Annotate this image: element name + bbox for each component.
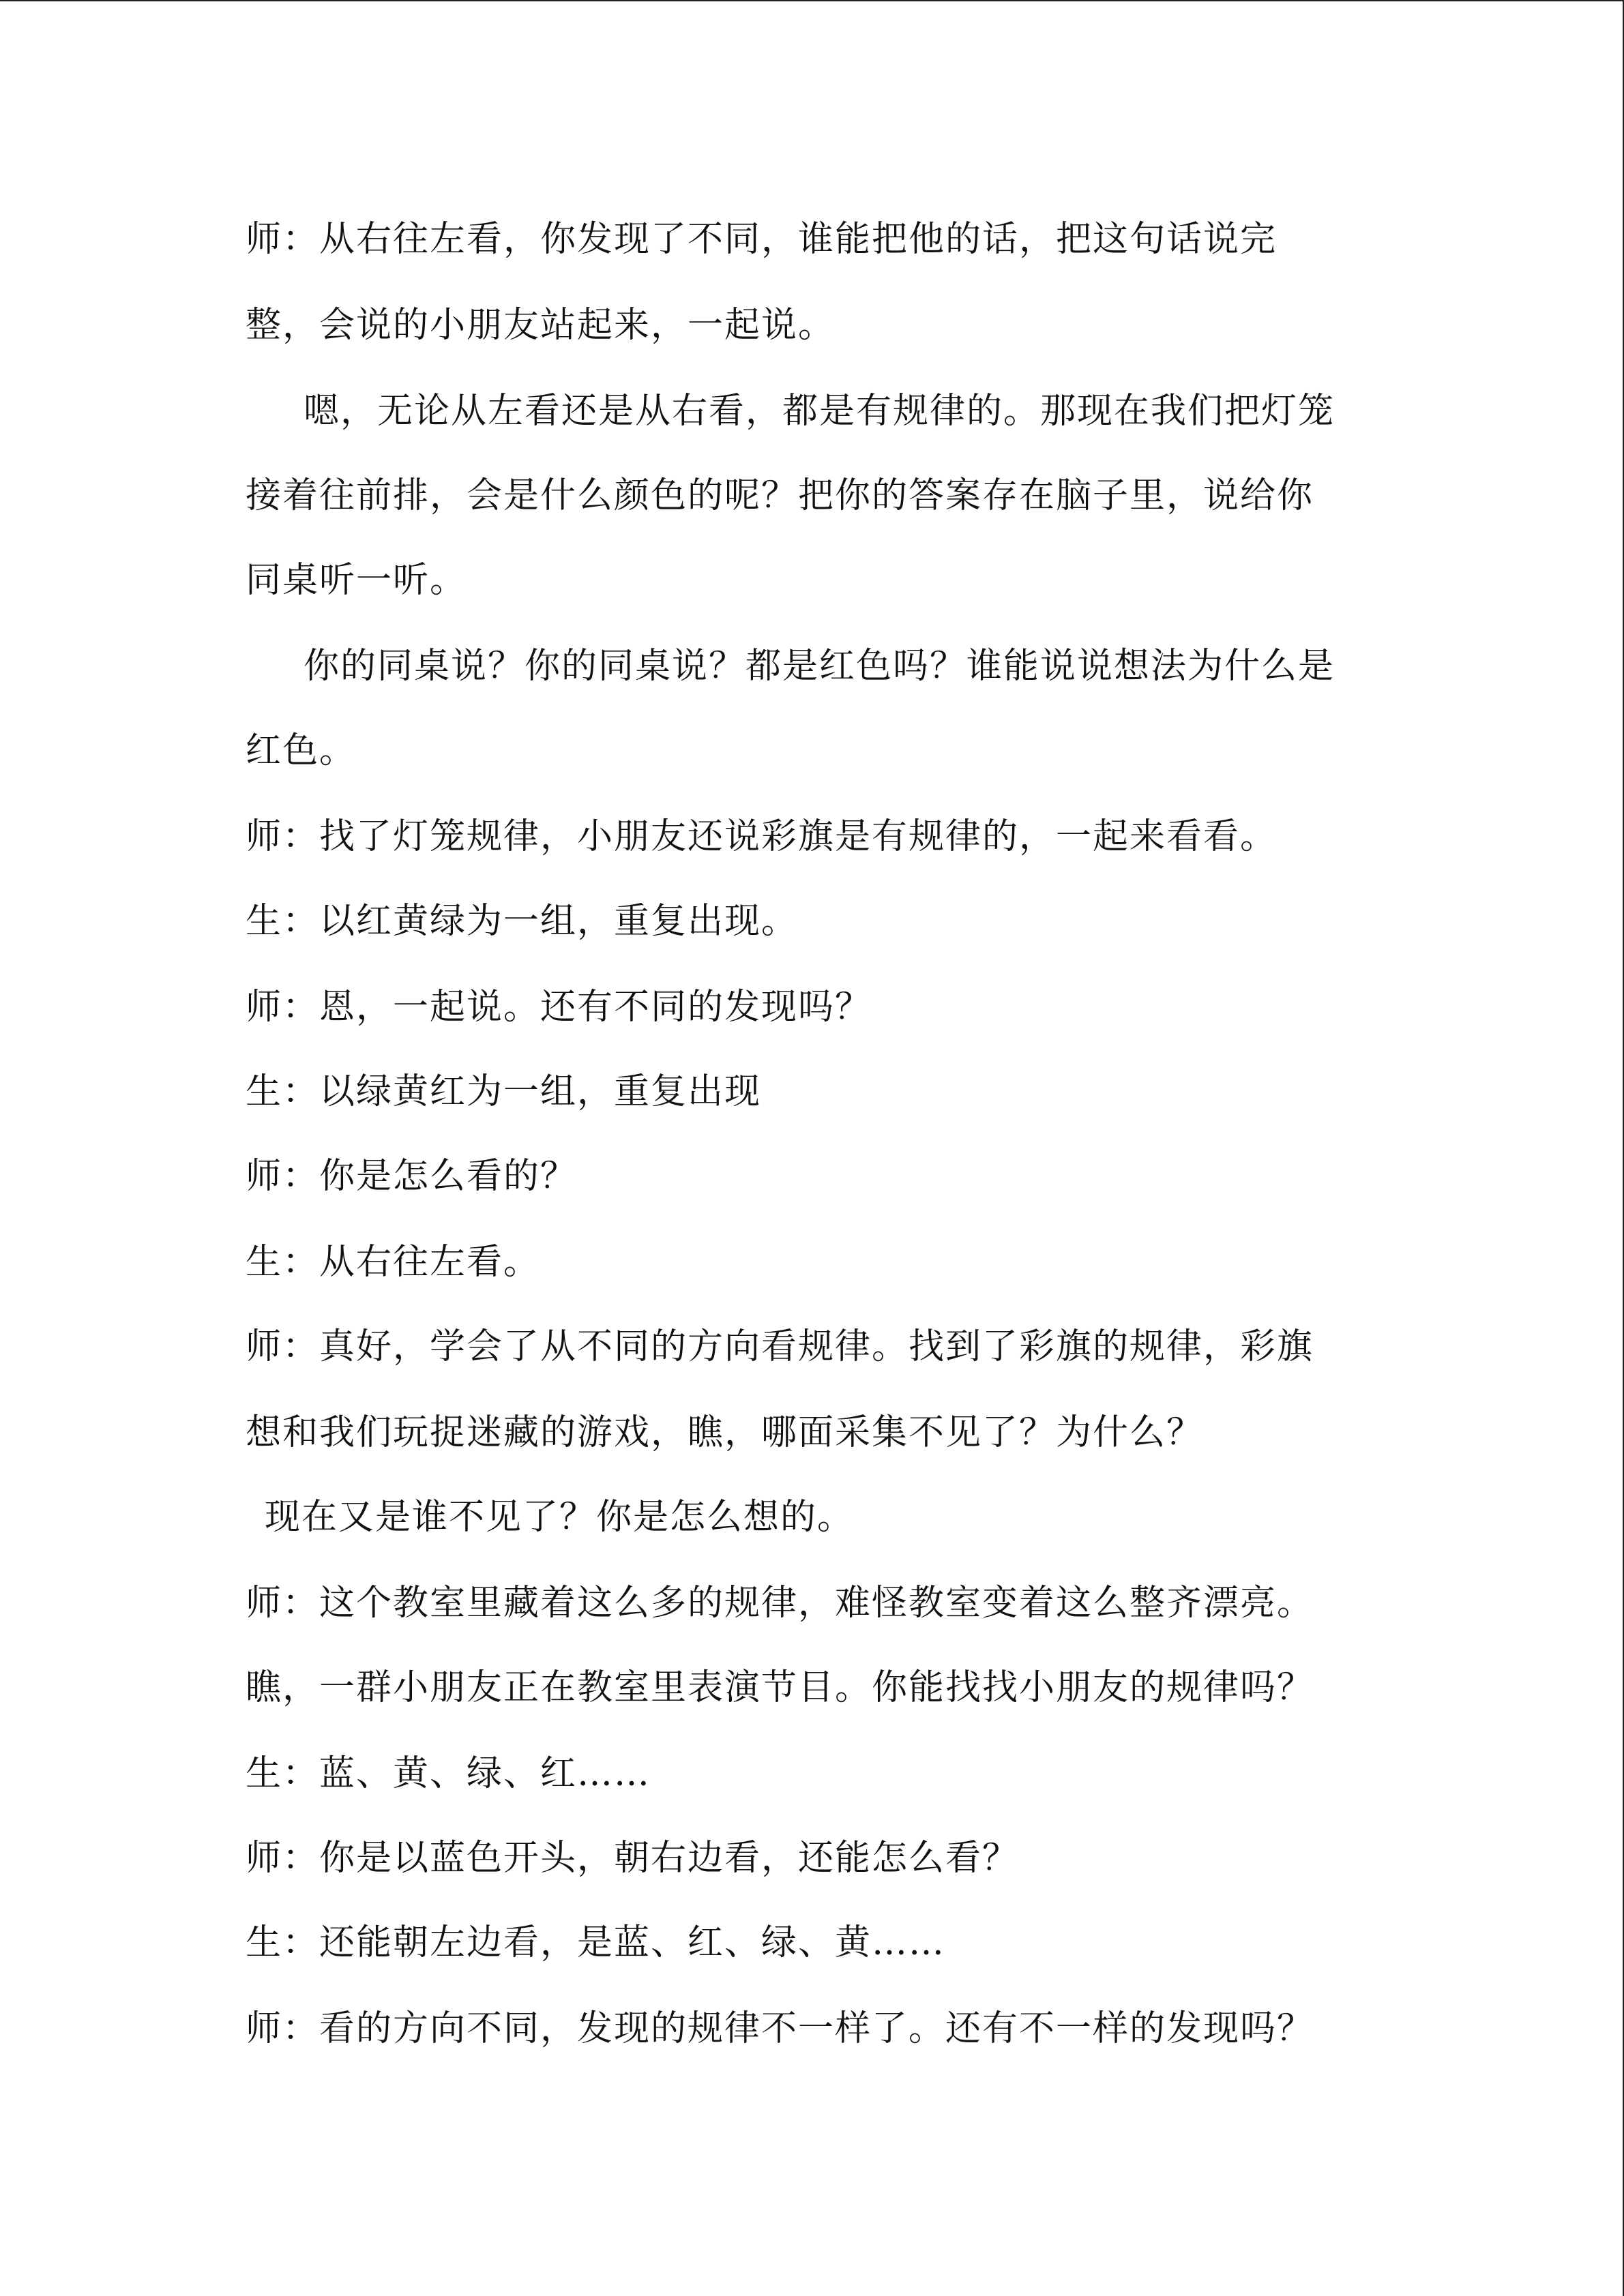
- text-line-12: 师：你是怎么看的？: [246, 1156, 578, 1197]
- text-line-10: 师：恩，一起说。还有不同的发现吗？: [246, 987, 872, 1028]
- text-line-7: 红色。: [246, 730, 357, 771]
- text-line-11: 生：以绿黄红为一组，重复出现: [246, 1071, 762, 1112]
- text-line-14: 师：真好，学会了从不同的方向看规律。找到了彩旗的规律，彩旗: [246, 1326, 1314, 1367]
- text-line-16: 现在又是谁不见了？你是怎么想的。: [265, 1497, 855, 1538]
- text-line-21: 生：还能朝左边看，是蓝、红、绿、黄……: [246, 1922, 946, 1963]
- text-line-13: 生：从右往左看。: [246, 1242, 541, 1283]
- text-line-17: 师：这个教室里藏着这么多的规律，难怪教室变着这么整齐漂亮。: [246, 1583, 1314, 1624]
- text-line-5: 同桌听一听。: [246, 560, 467, 601]
- text-line-18: 瞧，一群小朋友正在教室里表演节目。你能找找小朋友的规律吗？: [246, 1667, 1314, 1708]
- text-line-20: 师：你是以蓝色开头，朝右边看，还能怎么看？: [246, 1838, 1020, 1879]
- text-line-9: 生：以红黄绿为一组，重复出现。: [246, 901, 799, 942]
- text-line-15: 想和我们玩捉迷藏的游戏，瞧，哪面采集不见了？为什么？: [246, 1412, 1204, 1453]
- text-line-3: 嗯，无论从左看还是从右看，都是有规律的。那现在我们把灯笼: [304, 391, 1335, 432]
- text-line-8: 师：找了灯笼规律，小朋友还说彩旗是有规律的，一起来看看。: [246, 816, 1278, 857]
- text-line-4: 接着往前排，会是什么颜色的呢？把你的答案存在脑子里，说给你: [246, 475, 1314, 516]
- text-line-1: 师：从右往左看，你发现了不同，谁能把他的话，把这句话说完: [246, 219, 1278, 260]
- text-line-19: 生：蓝、黄、绿、红……: [246, 1753, 651, 1794]
- text-line-6: 你的同桌说？你的同桌说？都是红色吗？谁能说说想法为什么是: [304, 646, 1335, 687]
- text-line-2: 整，会说的小朋友站起来，一起说。: [246, 305, 836, 346]
- text-line-22: 师：看的方向不同，发现的规律不一样了。还有不一样的发现吗？: [246, 2008, 1314, 2049]
